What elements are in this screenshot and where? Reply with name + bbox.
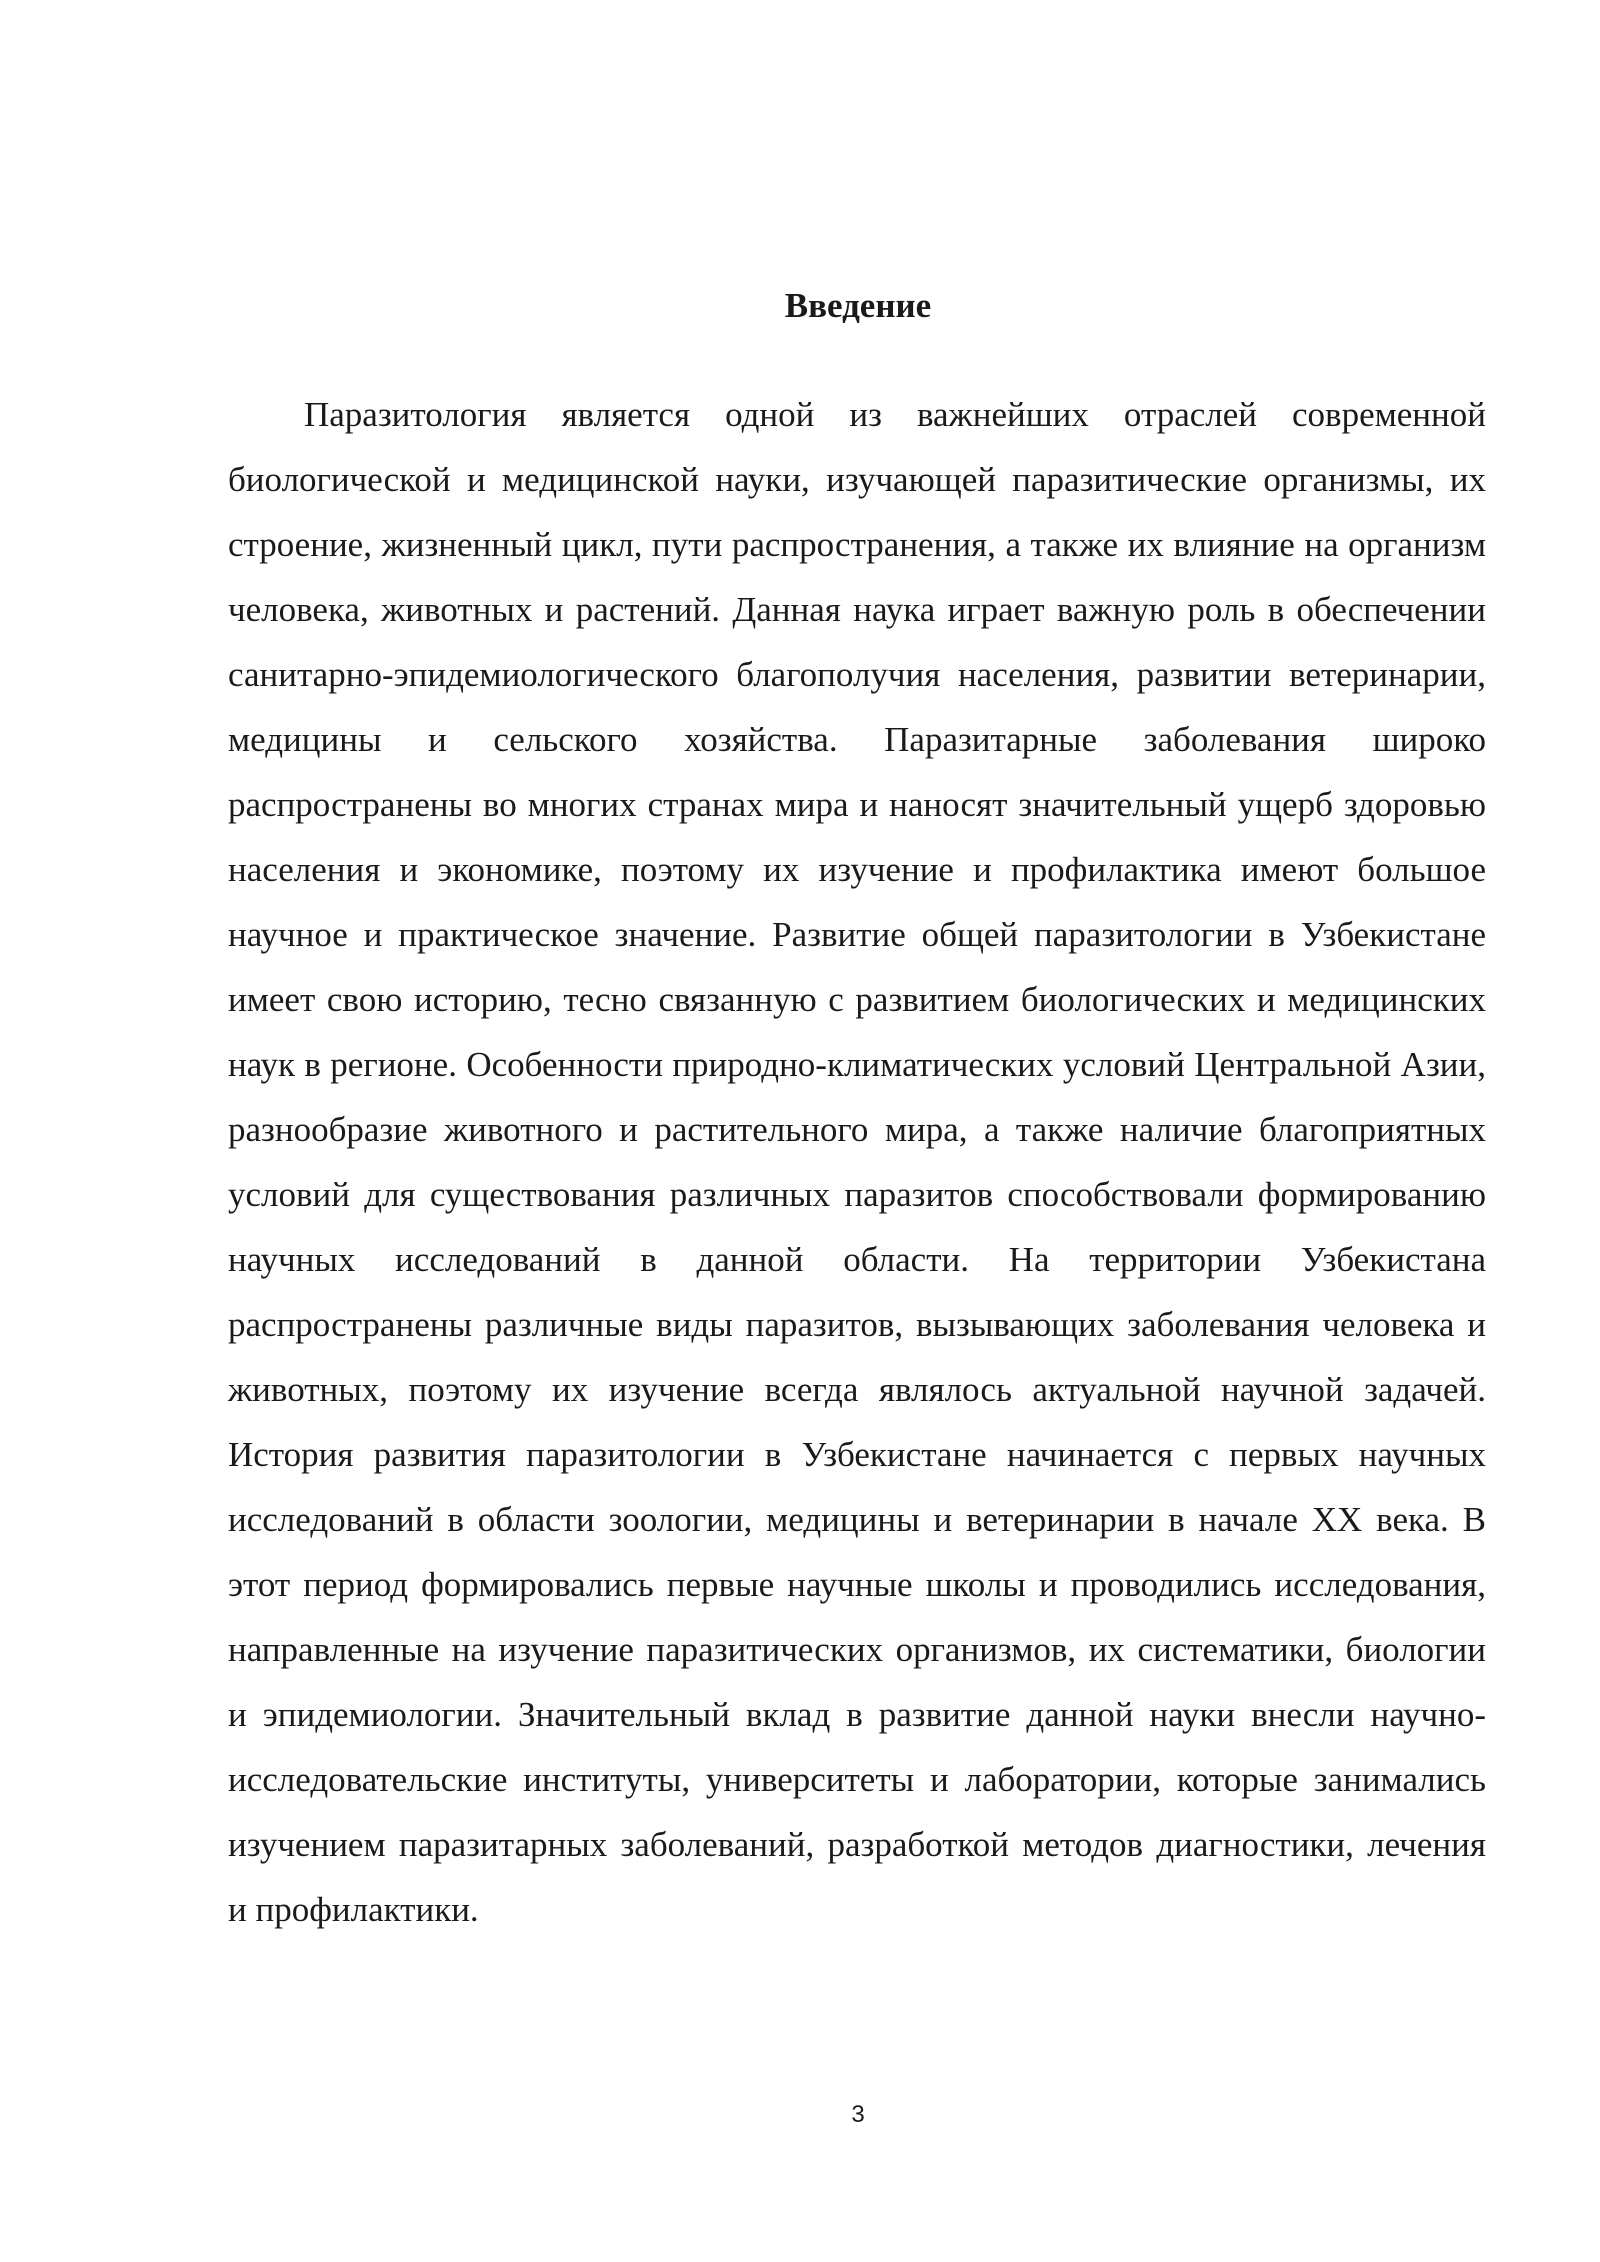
page-number: 3 [851,2101,865,2128]
body-paragraph: Паразитология является одной из важнейших отраслей современной биологической и медицинской науки, изучающей паразитические организмы, их строение, жизненный цикл, пути распространения, а также их влияние на организм человека, животных и растений. Данная наука играет важную роль в обеспечении санитарно-эпидемиологического благополучия населения, развитии ветеринарии, медицины и сельского хозяйства. Паразитарные заболевания широко распространены во многих странах мира и наносят значительный ущерб здоровью населения и экономике, поэтому их изучение и профилактика имеют большое научное и практическое значение. Развитие общей паразитологии в Узбекистане имеет свою историю, тесно связанную с развитием биологических и медицинских наук в регионе. Особенности природно-климатических условий Центральной Азии, разнообразие животного и растительного мира, а также наличие благоприятных условий для существования различных паразитов способствовали формированию научных исследований в данной области. На территории Узбекистана распространены различные виды паразитов, вызывающих заболевания человека и животных, поэтому их изучение всегда являлось актуальной научной задачей. История развития паразитологии в Узбекистане начинается с первых научных исследований в области зоологии, медицины и ветеринарии в начале XX века. В этот период формировались первые научные школы и проводились исследования, направленные на изучение паразитических организмов, их систематики, биологии и эпидемиологии. Значительный вклад в развитие данной науки внесли научно-исследовательские институты, университеты и лаборатории, которые занимались изучением паразитарных заболеваний, разработкой методов диагностики, лечения и профилактики. [228,395,1486,1929]
page-title: Введение [784,286,932,325]
